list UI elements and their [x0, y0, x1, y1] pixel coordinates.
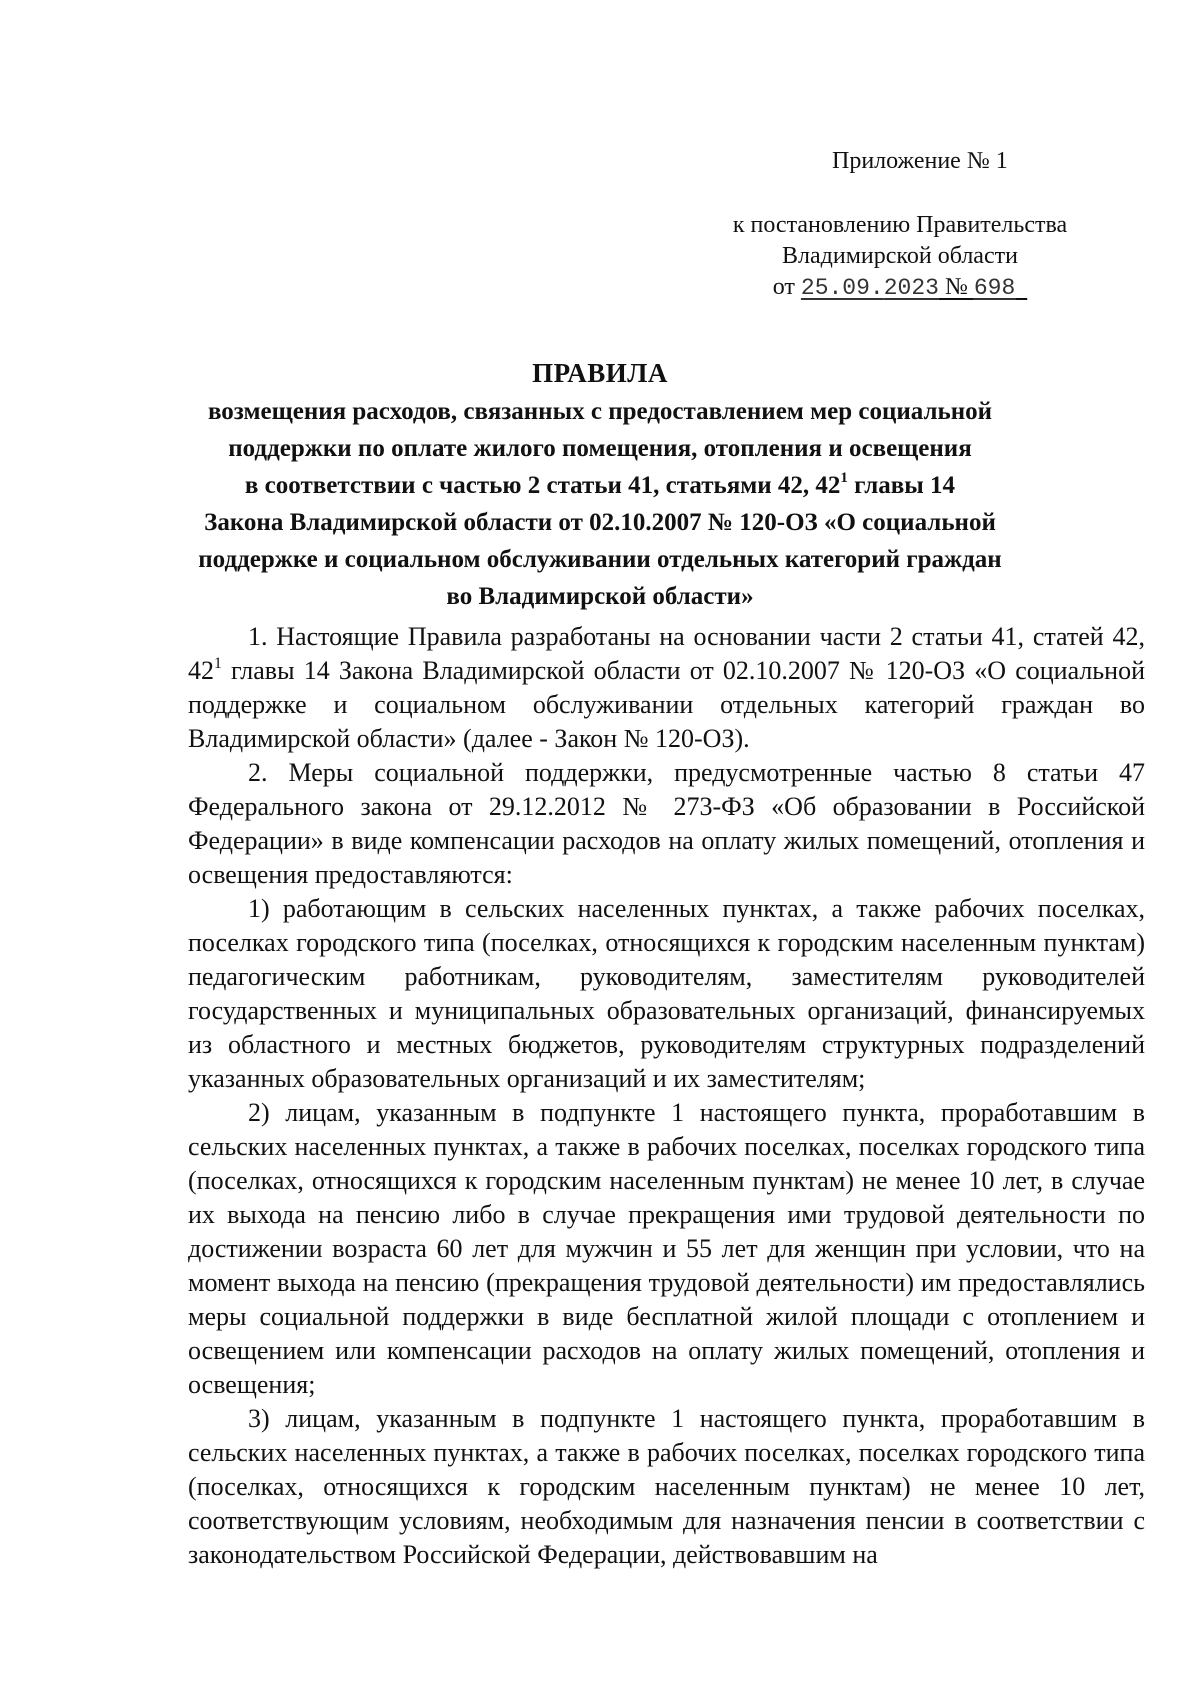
resolution-line-1: к постановлению Правительства — [732, 212, 1068, 238]
subtitle-line-5: поддержке и социальном обслуживании отдельных категорий граждан — [198, 546, 1002, 573]
document-subtitle — [100, 393, 1100, 615]
resolution-line-2: Владимирской области — [782, 243, 1018, 269]
subparagraph-2: 2) лицам, указанным в подпункте 1 настоящего пункта, проработавшим в сельских населенных пунктах, а также в рабочих поселках, поселках городского типа (поселках, относящихся к городским населенным пунктам) не менее 10 лет, в случае их выхода на пенсию либо в случае прекращения ими трудовой деятельности по достижении возраста 60 лет для мужчин и 55 лет для женщин при условии, что на момент выхода на пенсию (прекращения трудовой деятельности) им предоставлялись меры социальной поддержки в виде бесплатной жилой площади с отоплением и освещением или компенсации расходов на оплату жилых помещений, отопления и освещения; — [188, 1098, 1145, 1399]
subtitle-line-3-tail: главы 14 — [847, 472, 956, 499]
resolution-reference — [700, 210, 1100, 304]
document-body — [188, 620, 1145, 1572]
paragraph-2: 2. Меры социальной поддержки, предусмотренные частью 8 статьи 47 Федерального закона от 29.12.2012 № 273-ФЗ «Об образовании в Российской Федерации» в виде компенсации расходов на оплату жилых помещений, отопления и освещения предоставляются: — [188, 758, 1145, 889]
date-prefix: от — [772, 274, 801, 300]
subtitle-line-2: поддержки по оплате жилого помещения, отопления и освещения — [228, 435, 972, 462]
subtitle-line-1: возмещения расходов, связанных с предоставлением мер социальной — [207, 398, 993, 425]
number-underline-tail — [1015, 274, 1027, 300]
paragraph-1-superscript: 1 — [214, 654, 222, 672]
subtitle-line-3 — [100, 467, 1100, 504]
subtitle-superscript: 1 — [840, 470, 848, 487]
handwritten-number: 698 — [973, 275, 1016, 301]
subtitle-line-4: Закона Владимирской области от 02.10.2007 № 120-ОЗ «О социальной — [204, 509, 996, 536]
paragraph-1-tail: главы 14 Закона Владимирской области от 02.10.2007 № 120-ОЗ «О социальной поддержке и социальном обслуживании отдельных категорий граждан во Владимирской области» (далее - Закон № 120-ОЗ). — [188, 656, 1145, 753]
date-year: 2023 — [883, 275, 939, 301]
number-label: № — [938, 274, 974, 300]
appendix-label: Приложение № 1 — [832, 148, 1008, 174]
subparagraph-3: 3) лицам, указанным в подпункте 1 настоящего пункта, проработавшим в сельских населенных пунктах, а также в рабочих поселках, поселках городского типа (поселках, относящихся к городским населенным пунктам) не менее 10 лет, соответствующим условиям, необходимым для назначения пенсии в соответствии с законодательством Российской Федерации, действовавшим на — [188, 1404, 1145, 1569]
handwritten-date: 25.09. — [800, 275, 884, 301]
document-title: ПРАВИЛА — [532, 358, 668, 388]
paragraph-1-text: 1. Настоящие Правила разработаны на основании части 2 статьи 41, статей 42, 42 — [188, 622, 1145, 685]
resolution-date-line — [700, 272, 1100, 304]
paragraph-1 — [188, 620, 1145, 756]
subtitle-line-3-text: в соответствии с частью 2 статьи 41, статьями 42, 42 — [244, 472, 841, 499]
subparagraph-1: 1) работающим в сельских населенных пунктах, а также рабочих поселках, поселках городского типа (поселках, относящихся к городским населенным пунктам) педагогическим работникам, руководителям, заместителям руководителей государственных и муниципальных образовательных организаций, финансируемых из областного и местных бюджетов, руководителям структурных подразделений указанных образовательных организаций и их заместителям; — [188, 894, 1145, 1093]
subtitle-line-6: во Владимирской области» — [446, 583, 754, 610]
